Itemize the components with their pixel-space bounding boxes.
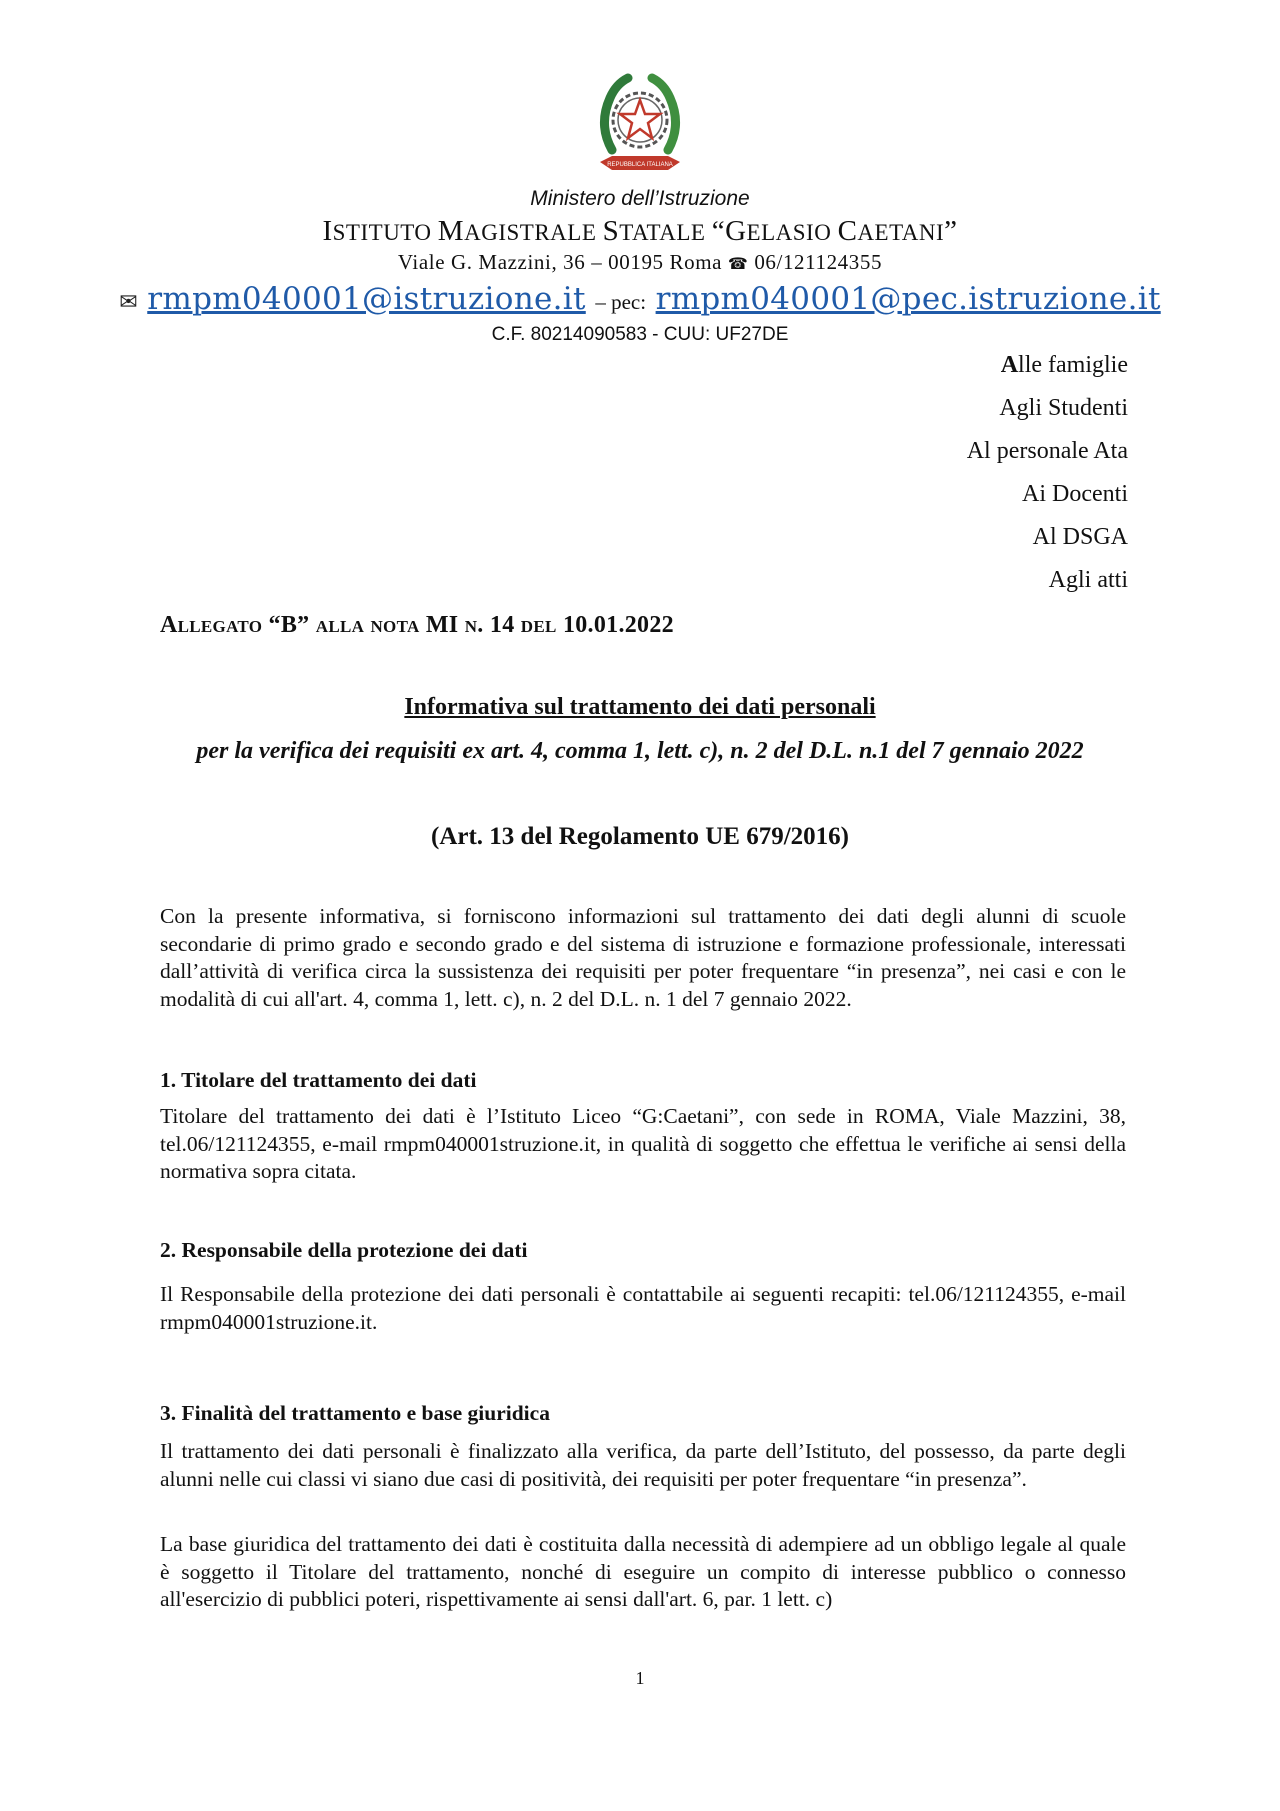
ministry-name: Ministero dell’Istruzione bbox=[530, 187, 750, 210]
intro-paragraph bbox=[160, 903, 1126, 1013]
institute-name-cap: C bbox=[837, 215, 858, 247]
recipient-first-rest: lle famiglie bbox=[1018, 352, 1128, 378]
document-title: Informativa sul trattamento dei dati personali bbox=[404, 694, 876, 720]
intro-text: Con la presente informativa, si forniscono informazioni sul trattamento dei dati degli alunni di scuole secondarie di primo grado e secondo grado e del sistema di istruzione e formazione professionale, interessati dall’attività di verifica circa la sussistenza dei requisiti per poter frequentare “in presenza”, nei casi e con le modalità di cui all'art. 4, comma 1, lett. c), n. 2 del D.L. n. 1 del 7 gennaio 2022. bbox=[160, 904, 1126, 1011]
institute-name-cap: “G bbox=[711, 215, 747, 247]
section-heading: 3. Finalità del trattamento e base giuridica bbox=[160, 1401, 550, 1425]
recipient-item: Al personale Ata bbox=[966, 438, 1128, 464]
pec-label: – pec: bbox=[595, 290, 647, 314]
institute-name-cap: M bbox=[437, 215, 465, 247]
recipient-item: Al DSGA bbox=[1032, 524, 1128, 550]
institute-name bbox=[0, 214, 1280, 250]
institute-name-smallcaps: STITUTO bbox=[332, 220, 438, 245]
section-body bbox=[160, 1531, 1126, 1614]
phone-number: 06/121124355 bbox=[754, 250, 883, 274]
section-body bbox=[160, 1438, 1126, 1493]
regulation-reference: (Art. 13 del Regolamento UE 679/2016) bbox=[431, 823, 849, 850]
telephone-icon: ☎ bbox=[727, 256, 749, 273]
institute-name-cap: S bbox=[602, 215, 620, 247]
recipient-first-initial: A bbox=[1000, 352, 1019, 378]
address-text: Viale G. Mazzini, 36 – 00195 Roma bbox=[397, 250, 723, 274]
section-body bbox=[160, 1281, 1126, 1336]
section-paragraph: La base giuridica del trattamento dei dati è costituita dalla necessità di adempiere ad un obbligo legale al quale è soggetto il Titolare del trattamento, nonché di eseguire un compito di interesse pubblico o connesso all'esercizio di pubblici poteri, rispettivamente ai sensi dall'art. 6, par. 1 lett. c) bbox=[160, 1532, 1126, 1611]
institute-name-cap: I bbox=[322, 215, 333, 247]
section-heading: 2. Responsabile della protezione dei dati bbox=[160, 1238, 528, 1262]
pec-email-link[interactable]: rmpm040001@pec.istruzione.it bbox=[655, 281, 1161, 317]
fiscal-code: C.F. 80214090583 - CUU: UF27DE bbox=[491, 324, 789, 345]
italian-republic-emblem bbox=[592, 70, 688, 180]
institute-name-smallcaps: AGISTRALE bbox=[464, 220, 603, 245]
section-paragraph: Il trattamento dei dati personali è finalizzato alla verifica, da parte dell’Istituto, del possesso, da parte degli alunni nelle cui classi vi siano due casi di positività, dei requisiti per poter frequentare “in presenza”. bbox=[160, 1439, 1126, 1491]
institute-name-smallcaps: AETANI bbox=[857, 220, 945, 245]
section-heading: 1. Titolare del trattamento dei dati bbox=[160, 1068, 477, 1092]
email-contacts bbox=[0, 279, 1280, 323]
section-paragraph: Titolare del trattamento dei dati è l’Istituto Liceo “G:Caetani”, con sede in ROMA, Viale Mazzini, 38, tel.06/121124355, e-mail rmpm040001struzione.it, in qualità di soggetto che effettua le verifiche ai sensi della normativa sopra citata. bbox=[160, 1104, 1126, 1183]
institute-name-cap: ” bbox=[944, 215, 958, 247]
page-number: 1 bbox=[635, 1668, 645, 1688]
section-paragraph: Il Responsabile della protezione dei dati personali è contattabile ai seguenti recapiti: tel.06/121124355, e-mail rmpm040001struzione.it. bbox=[160, 1282, 1126, 1334]
emblem-ribbon-text: REPUBBLICA ITALIANA bbox=[607, 162, 673, 168]
letterhead bbox=[0, 70, 1280, 347]
recipient-item: Agli Studenti bbox=[999, 395, 1128, 421]
section-body bbox=[160, 1103, 1126, 1186]
recipient-item bbox=[967, 344, 1128, 387]
document-subtitle: per la verifica dei requisiti ex art. 4, comma 1, lett. c), n. 2 del D.L. n.1 del 7 gennaio 2022 bbox=[196, 738, 1084, 764]
envelope-icon: ✉ bbox=[119, 290, 138, 315]
institute-name-smallcaps: ELASIO bbox=[746, 220, 838, 245]
recipient-item: Ai Docenti bbox=[1022, 481, 1128, 507]
institute-address bbox=[0, 250, 1280, 277]
recipient-item: Agli atti bbox=[1048, 567, 1128, 593]
email-link[interactable]: rmpm040001@istruzione.it bbox=[147, 281, 586, 317]
recipients-list bbox=[967, 344, 1128, 602]
institute-name-smallcaps: TATALE bbox=[619, 220, 712, 245]
attachment-reference: Allegato “B” alla nota MI n. 14 del 10.01.2022 bbox=[160, 612, 674, 638]
